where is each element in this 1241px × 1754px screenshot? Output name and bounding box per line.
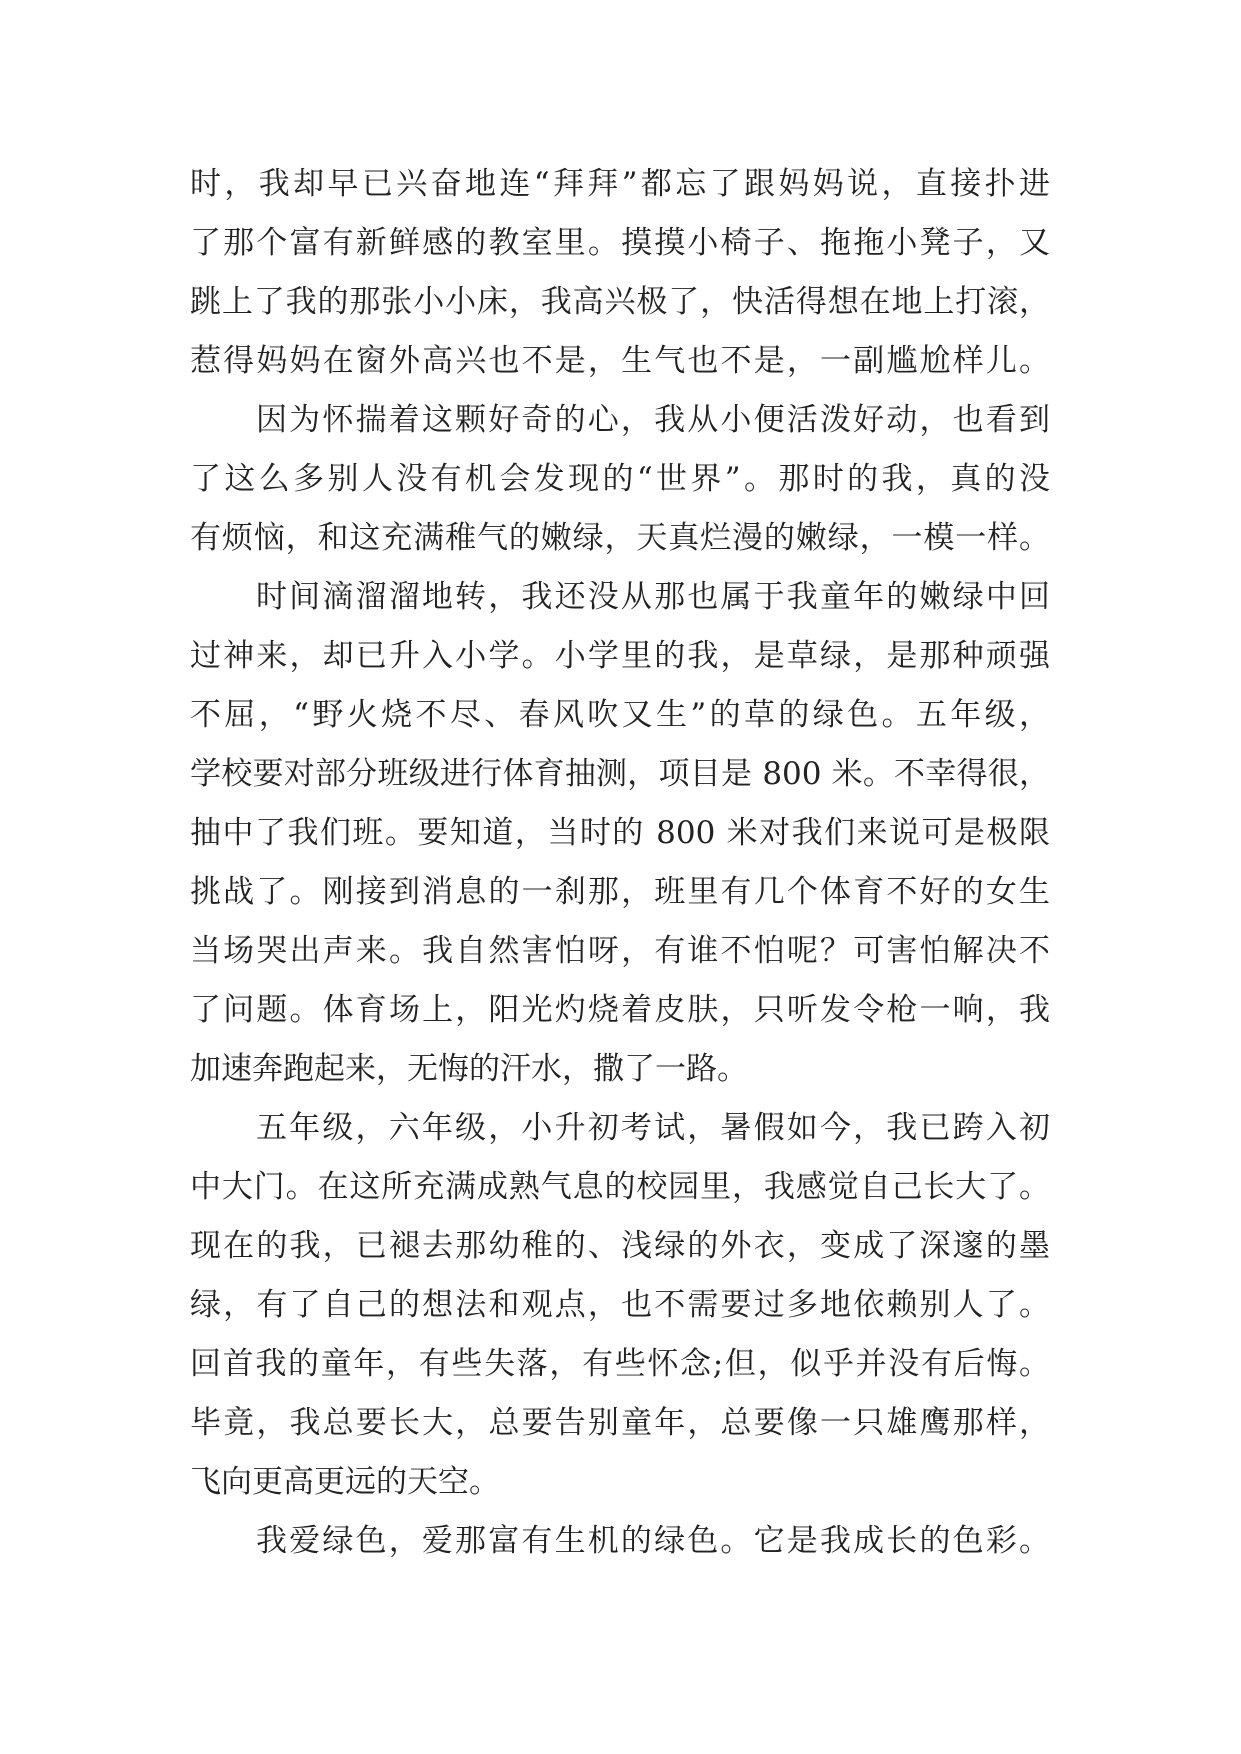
text-line: 抽中了我们班。要知道，当时的 800 米对我们来说可是极限 <box>190 815 1050 851</box>
text-line: 有烦恼，和这充满稚气的嫩绿，天真烂漫的嫩绿，一模一样。 <box>190 520 1050 556</box>
paragraph-last-line: 加速奔跑起来，无悔的汗水，撒了一路。 <box>190 1051 748 1087</box>
paragraph-first-line: 五年级，六年级，小升初考试，暑假如今，我已跨入初 <box>256 1110 1050 1146</box>
text-line: 中大门。在这所充满成熟气息的校园里，我感觉自己长大了。 <box>190 1169 1050 1205</box>
paragraph-last-line: 飞向更高更远的天空。 <box>190 1464 500 1500</box>
text-line: 过神来，却已升入小学。小学里的我，是草绿，是那种顽强 <box>190 638 1050 674</box>
text-line: 了这么多别人没有机会发现的“世界”。那时的我，真的没 <box>190 461 1050 497</box>
text-line: 跳上了我的那张小小床，我高兴极了，快活得想在地上打滚， <box>190 284 1050 320</box>
paragraph-first-line: 因为怀揣着这颗好奇的心，我从小便活泼好动，也看到 <box>256 402 1050 438</box>
text-line: 学校要对部分班级进行体育抽测，项目是 800 米。不幸得很， <box>190 756 1050 792</box>
text-line: 当场哭出声来。我自然害怕呀，有谁不怕呢？可害怕解决不 <box>190 933 1050 969</box>
paragraph-first-line: 我爱绿色，爱那富有生机的绿色。它是我成长的色彩。 <box>256 1523 1050 1559</box>
text-line: 回首我的童年，有些失落，有些怀念;但，似乎并没有后悔。 <box>190 1346 1050 1382</box>
text-line: 时，我却早已兴奋地连“拜拜”都忘了跟妈妈说，直接扑进 <box>190 166 1050 202</box>
text-line: 毕竟，我总要长大，总要告别童年，总要像一只雄鹰那样， <box>190 1405 1050 1441</box>
paragraph-first-line: 时间滴溜溜地转，我还没从那也属于我童年的嫩绿中回 <box>256 579 1050 615</box>
text-line: 不屈，“野火烧不尽、春风吹又生”的草的绿色。五年级， <box>190 697 1050 733</box>
text-line: 绿，有了自己的想法和观点，也不需要过多地依赖别人了。 <box>190 1287 1050 1323</box>
text-line: 现在的我，已褪去那幼稚的、浅绿的外衣，变成了深邃的墨 <box>190 1228 1050 1264</box>
text-line: 了那个富有新鲜感的教室里。摸摸小椅子、拖拖小凳子，又 <box>190 225 1050 261</box>
text-line: 惹得妈妈在窗外高兴也不是，生气也不是，一副尴尬样儿。 <box>190 343 1050 379</box>
text-line: 了问题。体育场上，阳光灼烧着皮肤，只听发令枪一响，我 <box>190 992 1050 1028</box>
text-line: 挑战了。刚接到消息的一刹那，班里有几个体育不好的女生 <box>190 874 1050 910</box>
